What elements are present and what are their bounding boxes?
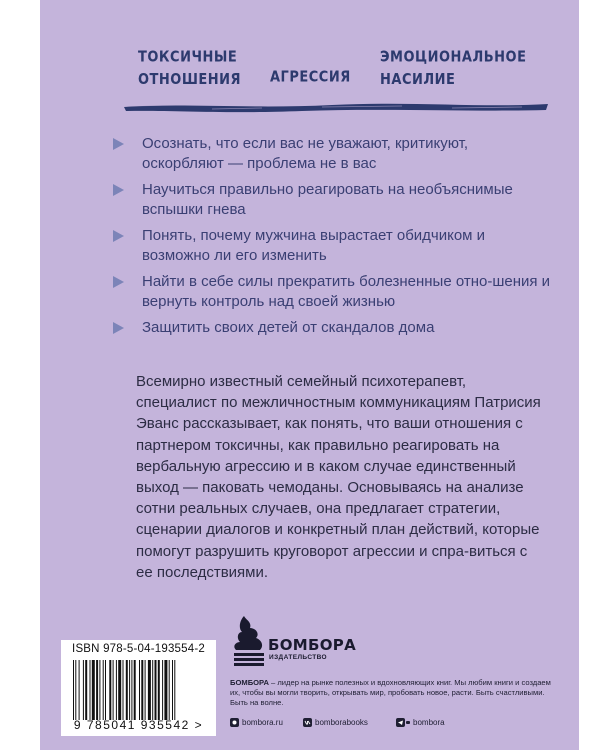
benefits-list [112, 134, 552, 344]
triangle-arrow-icon [112, 230, 124, 242]
topic-tags [40, 42, 579, 102]
barcode-number: 9 785041 935542 > [73, 718, 204, 732]
publisher-name: БОМБОРА [268, 636, 356, 654]
tag-toxic-relationships: ТОКСИЧНЫЕ ОТНОШЕНИЯ [138, 48, 242, 89]
list-item: Защитить своих детей от скандалов дома [112, 318, 552, 338]
website-icon [230, 718, 239, 727]
triangle-arrow-icon [112, 276, 124, 288]
barcode-bars [73, 660, 208, 720]
list-item: Понять, почему мужчина вырастает обидчиком и возможно ли его изменить [112, 226, 552, 266]
back-cover [40, 0, 579, 750]
website-link[interactable]: bombora.ru [230, 718, 283, 727]
tag-emotional-abuse: ЭМОЦИОНАЛЬНОЕ НАСИЛИЕ [380, 48, 527, 89]
publisher-about: БОМБОРА – лидер на рынке полезных и вдохновляющих книг. Мы любим книги и создаем их, чтобы вы могли творить, открывать мир, пробовать новое, расти. Быть счастливыми. Быть на волне. [230, 678, 551, 707]
telegram-link[interactable]: bombora [396, 718, 445, 727]
book-description: Всемирно известный семейный психотерапевт, специалист по межличностным коммуникациям Патрисия Эванс рассказывает, как понять, что ваши отношения с партнером токсичны, как правильно реагировать на вербальную агрессию и в каком случае единственный выход — паковать чемоданы. Основываясь на анализе сотни реальных случаев, она предлагает стратегии, сценарии диалогов и конкретный план действий, которые помогут разрушить круговорот агрессии и спра-виться с ее последствиями. [136, 373, 541, 581]
triangle-arrow-icon [112, 184, 124, 196]
social-links [230, 718, 560, 730]
list-item: Найти в себе силы прекратить болезненные отно-шения и вернуть контроль над своей жизнью [112, 272, 552, 312]
vk-link[interactable]: bomborabooks [303, 718, 368, 727]
barcode-panel [61, 640, 216, 736]
isbn-label: ISBN 978-5-04-193554-2 [72, 643, 205, 655]
tag-aggression: АГРЕССИЯ [270, 68, 351, 87]
list-item: Научиться правильно реагировать на необъяснимые вспышки гнева [112, 180, 552, 220]
list-item: Осознать, что если вас не уважают, критикуют, оскорбляют — проблема не в вас [112, 134, 552, 174]
publisher-logo [230, 614, 356, 666]
bombora-mountain-icon [230, 614, 266, 666]
brush-stroke-divider [122, 98, 550, 114]
triangle-arrow-icon [112, 322, 124, 334]
triangle-arrow-icon [112, 138, 124, 150]
vk-icon [303, 718, 312, 727]
telegram-icon [396, 718, 410, 727]
publisher-subtitle: ИЗДАТЕЛЬСТВО [269, 654, 328, 661]
